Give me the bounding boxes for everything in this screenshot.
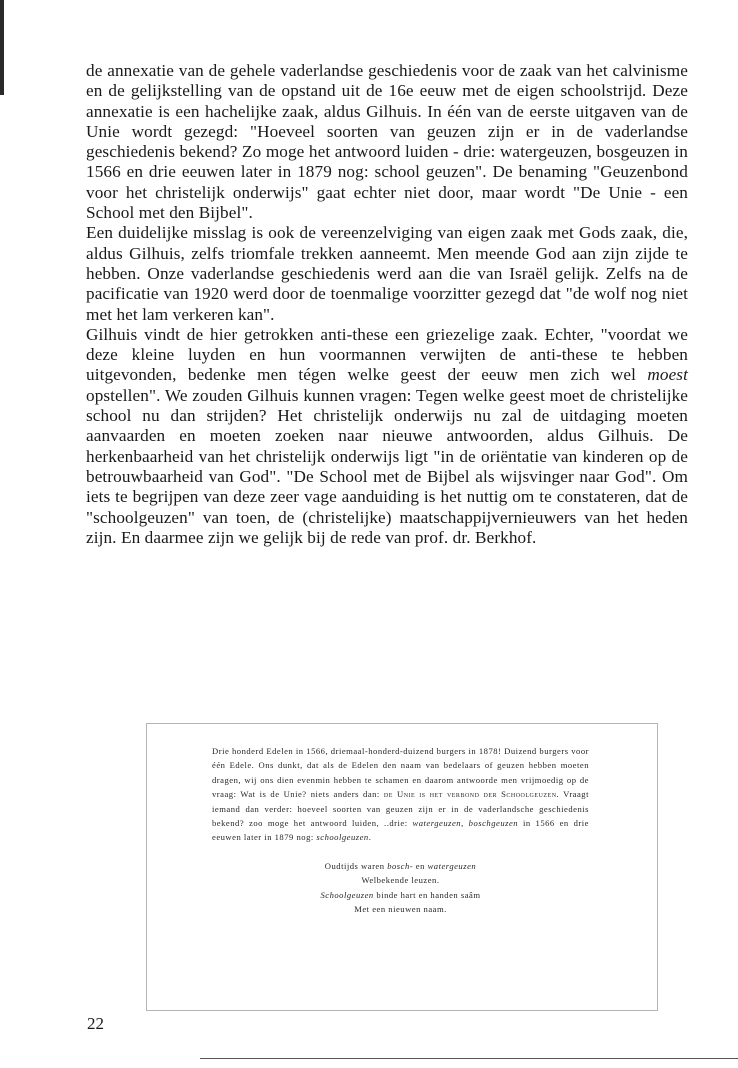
separator: , xyxy=(461,818,464,829)
emphasis: boschgeuzen xyxy=(468,818,519,829)
poem-line: Met een nieuwen naam. xyxy=(354,904,447,915)
poem-line: Welbekende leuzen. xyxy=(361,875,440,886)
emphasis: watergeuzen xyxy=(412,818,462,829)
quotation-box xyxy=(146,723,658,1011)
text-run: Gilhuis vindt de hier getrokken anti-these een griezelige zaak. Echter, "voordat we deze kleine luyden en hun voormannen verwijten de anti-these te hebben uitgevonden, bedenke men tégen welke geest der eeuw men zich wel xyxy=(86,324,688,385)
scan-edge-shadow xyxy=(0,0,4,95)
emphasis: moest xyxy=(647,365,688,385)
scan-edge-line xyxy=(200,1058,738,1059)
text-run: in 1566 en drie eeuwen later in 1879 nog: xyxy=(212,818,589,843)
text-run: Drie honderd Edelen in 1566, driemaal-honderd-duizend burgers in 1878! Duizend burgers voor één Edele. Ons dunkt, dat als de Edelen den naam van bedelaars of geuzen hebben moeten dragen, wij ons dien evenmin hebben te schamen en daarom antwoorde men vrijmoedig op de vraag: Wat is de Unie? niets anders dan: xyxy=(212,746,589,800)
poem-line xyxy=(212,888,589,902)
paragraph xyxy=(86,325,688,548)
quotation-text xyxy=(212,744,589,916)
poem xyxy=(212,859,589,917)
emphasis: watergeuzen xyxy=(427,860,477,871)
text-run: Oudtijds waren xyxy=(324,860,385,871)
quotation-paragraph xyxy=(212,744,589,845)
emphasis: Schoolgeuzen xyxy=(320,889,374,900)
text-run: opstellen". We zouden Gilhuis kunnen vragen: Tegen welke geest moet de christelijke school nu dan strijden? Het christelijk onderwijs nu zal de uitdaging moeten aanvaarden en moeten zoeken naar nieuwe antwoorden, aldus Gilhuis. De herkenbaarheid van het christelijk onderwijs ligt "in de oriëntatie van kinderen op de betrouwbaarheid van God". "De School met de Bijbel als wijsvinger naar God". Om iets te begrijpen van deze zeer vage aanduiding is het nuttig om te constateren, dat de "schoolgeuzen" van toen, de (christelijke) maatschappijvernieuwers van het heden zijn. En daarmee zijn we gelijk bij de rede van prof. dr. Berkhof. xyxy=(86,385,688,547)
paragraph: Een duidelijke misslag is ook de vereenzelviging van eigen zaak met Gods zaak, die, aldus Gilhuis, zelfs triomfale trekken aanneemt. Men meende God aan zijn zijde te hebben. Onze vaderlandse geschiedenis werd aan die van Israël gelijk. Zelfs na de pacificatie van 1920 werd door de toenmalige voorzitter gezegd dat "de wolf nog niet met het lam verkeren kan". xyxy=(86,223,688,324)
text-run: Vraagt iemand dan verder: hoeveel soorten van geuzen zijn er in de vaderlandsche geschiedenis bekend? zoo moge het antwoord luiden, ..drie: xyxy=(212,789,589,829)
emphasis: schoolgeuzen xyxy=(316,832,369,843)
emphasis: bosch- xyxy=(387,860,414,871)
page-number: 22 xyxy=(87,1014,104,1033)
text-run: binde hart en handen saâm xyxy=(376,889,481,900)
text-run: en xyxy=(415,860,425,871)
text-run: . xyxy=(368,832,372,843)
poem-line xyxy=(212,859,589,873)
small-caps-text: de Unie is het verbond der Schoolgeuzen. xyxy=(383,789,560,800)
paragraph: de annexatie van de gehele vaderlandse geschiedenis voor de zaak van het calvinisme en de gelijkstelling van de opstand uit de 16e eeuw met de eigen schoolstrijd. Deze annexatie is een hachelijke zaak, aldus Gilhuis. In één van de eerste uitgaven van de Unie wordt gezegd: "Hoeveel soorten van geuzen zijn er in de vaderlandse geschiedenis bekend? Zo moge het antwoord luiden - drie: watergeuzen, bosgeuzen in 1566 en drie eeuwen later in 1879 nog: school geuzen". De benaming "Geuzenbond voor het christelijk onderwijs" gaat echter niet door, maar wordt "De Unie - een School met den Bijbel". xyxy=(86,61,688,223)
body-text xyxy=(86,61,688,548)
